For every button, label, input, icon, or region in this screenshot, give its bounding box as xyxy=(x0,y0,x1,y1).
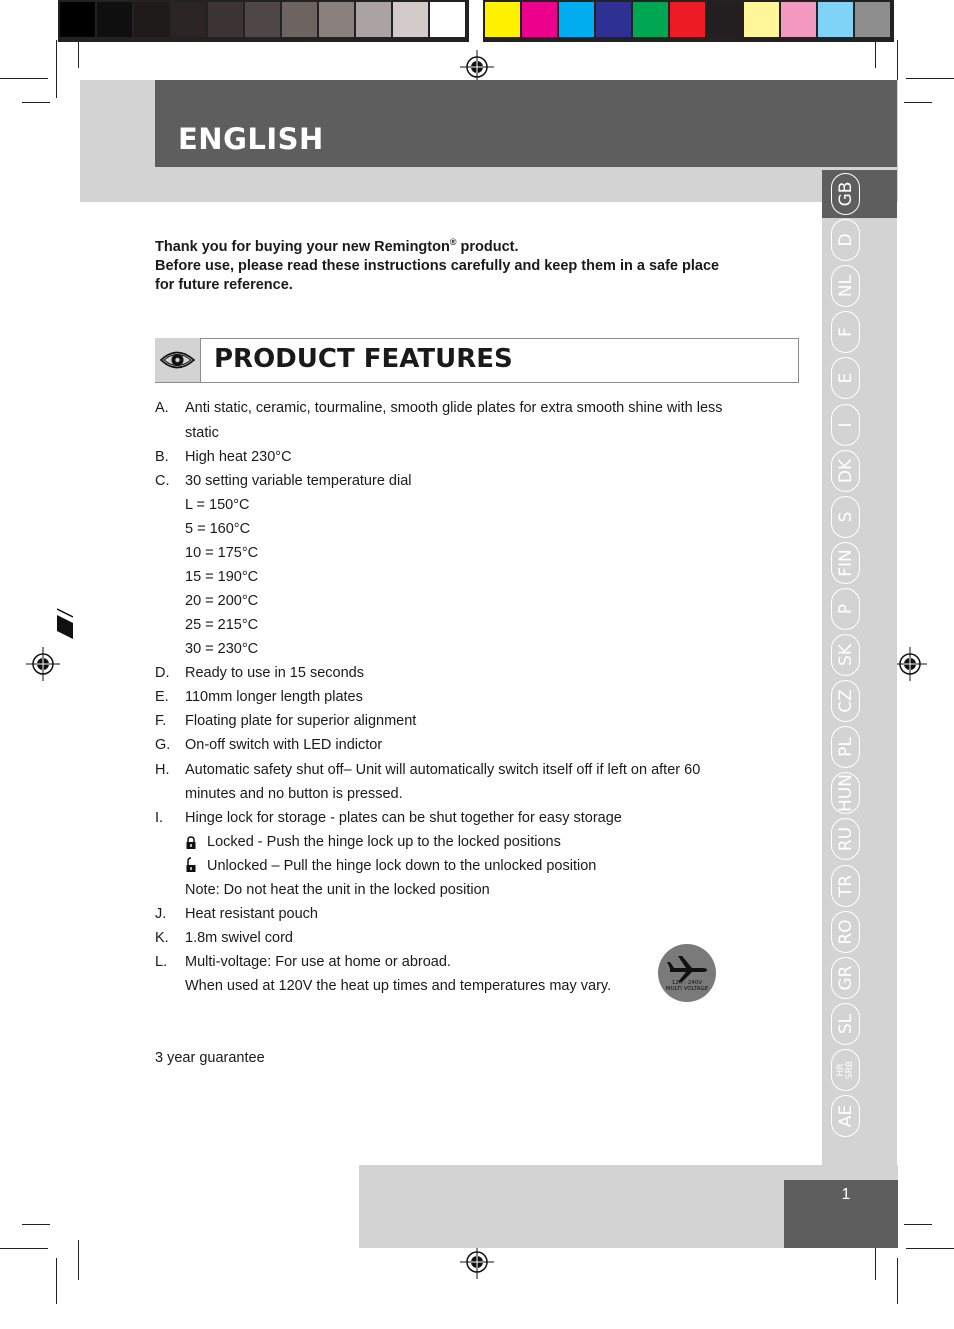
feature-b-letter: B. xyxy=(155,449,169,465)
color-swatch xyxy=(596,2,631,37)
color-calibration-strip xyxy=(483,0,894,42)
color-swatch xyxy=(282,2,317,37)
color-swatch xyxy=(522,2,557,37)
feature-j-letter: J. xyxy=(155,906,167,922)
page-title: ENGLISH xyxy=(178,122,324,156)
language-tab-label: HUN xyxy=(835,774,856,813)
feature-b-text: High heat 230°C xyxy=(185,449,292,465)
color-swatch xyxy=(430,2,465,37)
language-tab-fin[interactable] xyxy=(831,542,860,584)
guarantee-text: 3 year guarantee xyxy=(155,1050,265,1066)
language-tab-sl[interactable] xyxy=(831,1003,860,1045)
language-tab-tr[interactable] xyxy=(831,865,860,907)
color-swatch xyxy=(208,2,243,37)
color-swatch xyxy=(855,2,890,37)
language-tab-label: GR xyxy=(835,965,856,991)
language-tab-label: SK xyxy=(835,644,856,666)
language-tab-label: NL xyxy=(835,275,856,298)
language-tab-ro[interactable] xyxy=(831,911,860,953)
crop-mark xyxy=(22,1224,50,1225)
crop-mark xyxy=(56,40,57,98)
crop-mark xyxy=(904,1224,932,1225)
intro-reference: for future reference. xyxy=(155,277,293,293)
multi-voltage-badge xyxy=(658,944,716,1002)
language-tab-hun[interactable] xyxy=(831,772,860,814)
color-swatch xyxy=(485,2,520,37)
language-tab-label: TR xyxy=(835,874,856,897)
language-tab-d[interactable] xyxy=(831,219,860,261)
crop-mark xyxy=(906,78,954,79)
temperature-setting: L = 150°C xyxy=(185,497,250,513)
page-number: 1 xyxy=(841,1186,851,1203)
crop-mark xyxy=(22,102,50,103)
color-swatch xyxy=(707,2,742,37)
feature-i-unlocked: Unlocked – Pull the hinge lock down to the unlocked position xyxy=(207,858,597,874)
crop-mark xyxy=(78,1240,79,1280)
color-swatch xyxy=(818,2,853,37)
feature-l-letter: L. xyxy=(155,954,168,970)
temperature-setting: 10 = 175°C xyxy=(185,545,259,561)
feature-c-text: 30 setting variable temperature dial xyxy=(185,473,412,489)
language-tab-label: SL xyxy=(835,1013,856,1034)
lock-closed-icon xyxy=(185,836,197,849)
language-tab-pl[interactable] xyxy=(831,726,860,768)
language-tab-label: D xyxy=(835,233,856,247)
feature-f-text: Floating plate for superior alignment xyxy=(185,713,417,729)
color-swatch xyxy=(319,2,354,37)
feature-d-text: Ready to use in 15 seconds xyxy=(185,665,364,681)
language-tab-label: HR SRB xyxy=(835,1060,855,1079)
color-swatch xyxy=(744,2,779,37)
feature-e-letter: E. xyxy=(155,689,169,705)
crop-mark xyxy=(78,40,79,68)
language-tab-hr-srb[interactable] xyxy=(831,1049,860,1091)
color-swatch xyxy=(245,2,280,37)
feature-i-letter: I. xyxy=(155,810,164,826)
language-tab-label: S xyxy=(835,511,856,523)
crop-mark xyxy=(56,1258,57,1304)
feature-g-letter: G. xyxy=(155,737,171,753)
lock-open-icon xyxy=(185,857,197,872)
color-swatch xyxy=(60,2,95,37)
feature-a-text: Anti static, ceramic, tourmaline, smooth glide plates for extra smooth shine with less xyxy=(185,400,723,416)
feature-a-letter: A. xyxy=(155,400,169,416)
language-tab-s[interactable] xyxy=(831,496,860,538)
language-tab-sk[interactable] xyxy=(831,634,860,676)
feature-h-letter: H. xyxy=(155,762,170,778)
color-swatch xyxy=(356,2,391,37)
feature-e-text: 110mm longer length plates xyxy=(185,689,363,705)
color-swatch xyxy=(171,2,206,37)
registration-mark-top xyxy=(460,50,494,84)
color-swatch xyxy=(559,2,594,37)
language-tab-label: CZ xyxy=(835,689,856,713)
edge-mark-icon xyxy=(57,605,73,639)
multi-voltage-label xyxy=(658,980,716,992)
temperature-setting: 20 = 200°C xyxy=(185,593,259,609)
language-tab-gb[interactable] xyxy=(831,173,860,215)
multi-voltage-text: MULTI VOLTAGE xyxy=(665,986,709,992)
temperature-setting: 5 = 160°C xyxy=(185,521,251,537)
section-icon-box xyxy=(155,338,201,382)
crop-mark xyxy=(0,1248,48,1249)
color-swatch xyxy=(393,2,428,37)
feature-h-text: Automatic safety shut off– Unit will automatically switch itself off if left on after 60 xyxy=(185,762,701,778)
temperature-setting: 25 = 215°C xyxy=(185,617,259,633)
feature-l-text: Multi-voltage: For use at home or abroad. xyxy=(185,954,451,970)
crop-mark xyxy=(875,40,876,68)
crop-mark xyxy=(0,78,48,79)
intro-instructions: Before use, please read these instructions carefully and keep them in a safe place xyxy=(155,258,720,274)
color-swatch xyxy=(134,2,169,37)
color-swatch xyxy=(781,2,816,37)
language-tab-cz[interactable] xyxy=(831,680,860,722)
language-tab-label: P xyxy=(835,603,856,615)
temperature-setting: 30 = 230°C xyxy=(185,641,259,657)
grayscale-calibration-strip xyxy=(58,0,469,42)
intro-thanks: Thank you for buying your new Remington® product. xyxy=(155,237,519,255)
color-swatch xyxy=(97,2,132,37)
feature-i-locked: Locked - Push the hinge lock up to the locked positions xyxy=(207,834,561,850)
feature-f-letter: F. xyxy=(155,713,167,729)
language-tab-label: RU xyxy=(835,827,856,852)
language-tab-label: DK xyxy=(835,458,856,483)
language-tab-nl[interactable] xyxy=(831,265,860,307)
eye-icon xyxy=(155,338,200,382)
language-tab-p[interactable] xyxy=(831,588,860,630)
language-tab-i[interactable] xyxy=(831,404,860,446)
language-tab-label: RO xyxy=(835,918,856,945)
feature-i-text: Hinge lock for storage - plates can be shut together for easy storage xyxy=(185,810,622,826)
feature-k-text: 1.8m swivel cord xyxy=(185,930,293,946)
language-tab-e[interactable] xyxy=(831,357,860,399)
feature-a-text-cont: static xyxy=(185,425,219,441)
feature-g-text: On-off switch with LED indictor xyxy=(185,737,383,753)
language-tab-label: E xyxy=(835,373,856,384)
crop-mark xyxy=(906,1248,954,1249)
language-tab-f[interactable] xyxy=(831,311,860,353)
voltage-range: 120 - 240V xyxy=(671,980,703,986)
language-tab-label: FIN xyxy=(835,549,856,577)
color-swatch xyxy=(633,2,668,37)
language-tab-label: GB xyxy=(835,181,856,207)
registration-mark-left xyxy=(26,647,60,681)
language-tab-label: F xyxy=(835,327,856,338)
feature-h-text-cont: minutes and no button is pressed. xyxy=(185,786,403,802)
crop-mark xyxy=(897,1258,898,1304)
registration-mark-right xyxy=(893,647,927,681)
color-swatch xyxy=(670,2,705,37)
language-tab-label: PL xyxy=(835,737,856,758)
language-tab-ae[interactable] xyxy=(831,1095,860,1137)
language-tab-gr[interactable] xyxy=(831,957,860,999)
section-title: PRODUCT FEATURES xyxy=(214,344,513,374)
temperature-setting: 15 = 190°C xyxy=(185,569,259,585)
language-tab-label: I xyxy=(835,421,856,428)
feature-d-letter: D. xyxy=(155,665,170,681)
crop-mark xyxy=(904,102,932,103)
feature-c-letter: C. xyxy=(155,473,170,489)
language-tab-label: AE xyxy=(835,1104,856,1128)
feature-k-letter: K. xyxy=(155,930,169,946)
feature-j-text: Heat resistant pouch xyxy=(185,906,318,922)
language-tab-dk[interactable] xyxy=(831,450,860,492)
registration-mark-bottom xyxy=(460,1245,494,1279)
feature-i-note: Note: Do not heat the unit in the locked position xyxy=(185,882,490,898)
feature-l-text-cont: When used at 120V the heat up times and temperatures may vary. xyxy=(185,978,612,994)
language-tab-ru[interactable] xyxy=(831,818,860,860)
